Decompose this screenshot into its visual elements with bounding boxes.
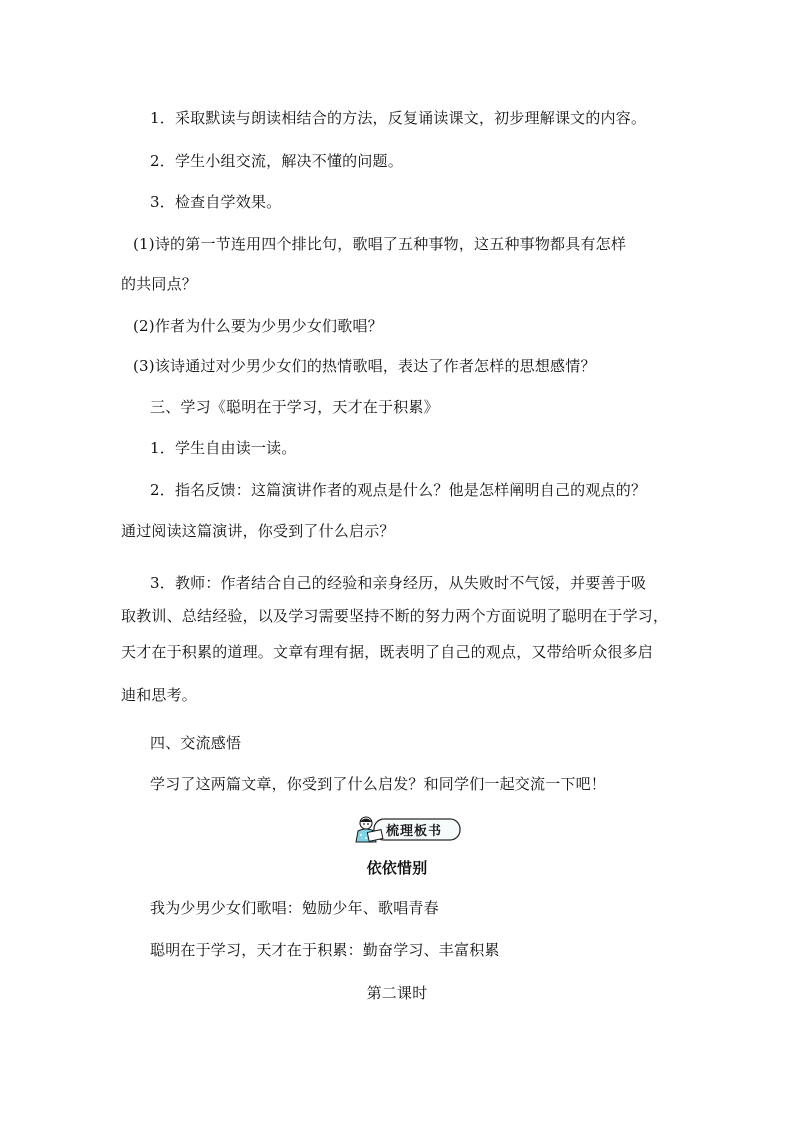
- board-title: 依依惜别: [366, 859, 428, 877]
- paragraph-feedback-line-1: 2．指名反馈：这篇演讲作者的观点是什么？他是怎样阐明自己的观点的？: [150, 481, 647, 499]
- paragraph-exchange: 学习了这两篇文章，你受到了什么启发？和同学们一起交流一下吧！: [150, 775, 607, 793]
- board-item-2: 聪明在于学习，天才在于积累：勤奋学习、丰富积累: [150, 941, 500, 959]
- paragraph-teacher-line-2: 取教训、总结经验，以及学习需要坚持不断的努力两个方面说明了聪明在于学习，: [121, 607, 669, 625]
- next-section-heading: 第二课时: [366, 984, 428, 1002]
- section-heading-3: 三、学习《聪明在于学习，天才在于积累》: [150, 398, 439, 416]
- question-3: (3)该诗通过对少男少女们的热情歌唱，表达了作者怎样的思想感情？: [133, 357, 596, 375]
- board-item-1: 我为少男少女们歌唱：勉励少年、歌唱青春: [150, 899, 439, 917]
- question-1-line-1: (1)诗的第一节连用四个排比句，歌唱了五种事物，这五种事物都具有怎样: [133, 235, 627, 253]
- section-heading-4: 四、交流感悟: [150, 734, 242, 752]
- question-1-line-2: 的共同点？: [121, 275, 198, 293]
- paragraph-step-1: 1．采取默读与朗读相结合的方法，反复诵读课文，初步理解课文的内容。: [150, 109, 647, 127]
- paragraph-teacher-line-3: 天才在于积累的道理。文章有理有据，既表明了自己的观点，又带给听众很多启: [121, 643, 654, 661]
- board-outline-badge: [352, 814, 464, 844]
- paragraph-feedback-line-2: 通过阅读这篇演讲，你受到了什么启示？: [121, 522, 395, 540]
- paragraph-teacher-line-1: 3．教师：作者结合自己的经验和亲身经历，从失败时不气馁，并要善于吸: [150, 574, 647, 592]
- paragraph-teacher-line-4: 迪和思考。: [121, 686, 198, 704]
- paragraph-read: 1．学生自由读一读。: [150, 439, 297, 457]
- paragraph-step-3: 3．检查自学效果。: [150, 193, 282, 211]
- paragraph-step-2: 2．学生小组交流，解决不懂的问题。: [150, 152, 403, 170]
- badge-label: 梳理板书: [386, 824, 443, 839]
- question-2: (2)作者为什么要为少男少女们歌唱？: [133, 317, 383, 335]
